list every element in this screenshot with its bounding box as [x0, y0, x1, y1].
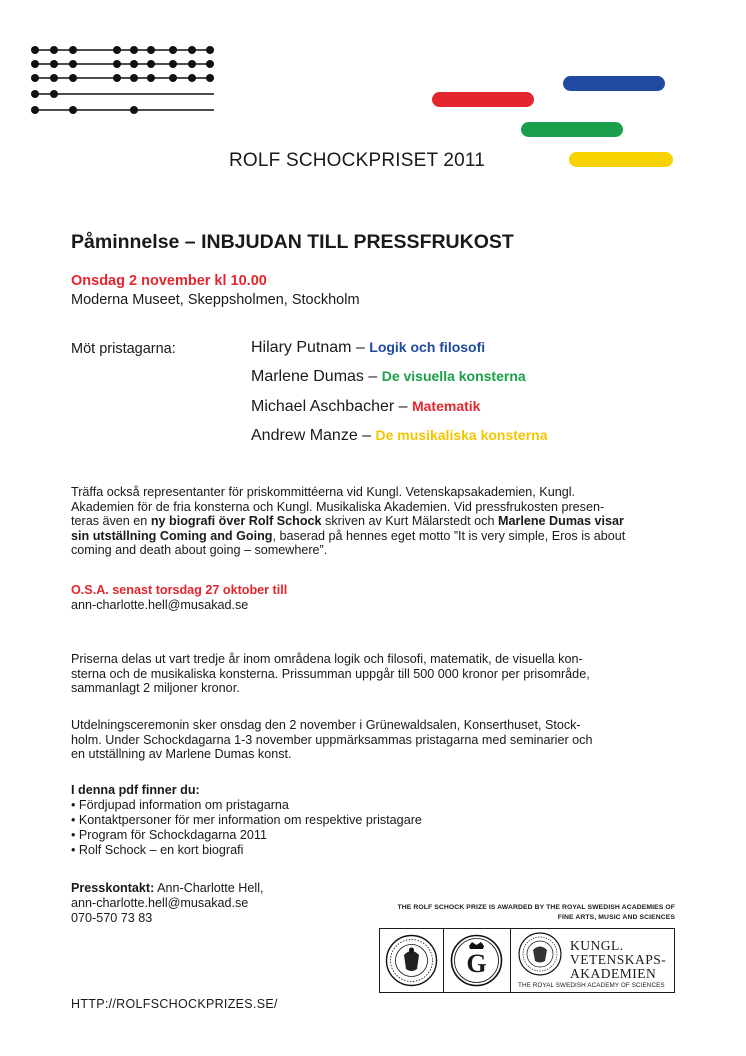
text-line: Akademien för de fria konsterna och Kungl. Musikaliska Akademien. Vid pressfrukosten presen- [71, 499, 605, 514]
laureate-manze [251, 427, 548, 445]
text-line: Utdelningsceremonin sker onsdag den 2 november i Grünewaldsalen, Konserthuset, Stock- [71, 718, 581, 732]
text-line: coming and death about going – somewhere”. [71, 543, 328, 557]
list-item: • Kontaktpersoner för mer information om respektive pristagare [71, 813, 422, 827]
text-bold: sin utställning Coming and Going [71, 528, 273, 543]
press-contact-line [71, 881, 264, 896]
intro-paragraph [71, 485, 675, 558]
press-phone: 070-570 73 83 [71, 911, 153, 925]
press-name: Ann-Charlotte Hell, [154, 881, 264, 895]
laureate-name: Hilary Putnam – [251, 339, 370, 356]
rsvp-email[interactable]: ann-charlotte.hell@musakad.se [71, 598, 249, 612]
press-email[interactable]: ann-charlotte.hell@musakad.se [71, 896, 249, 910]
laureate-dumas [251, 368, 526, 386]
red-bar [432, 92, 534, 107]
laureate-putnam [251, 339, 485, 357]
fine-arts-seal-icon [380, 929, 443, 992]
pdf-contents-list [71, 783, 422, 858]
text-line: Träffa också representanter för priskommittéerna vid Kungl. Vetenskapsakademien, Kungl. [71, 485, 576, 499]
list-item: • Rolf Schock – en kort biografi [71, 843, 244, 857]
music-seal-letter: G [466, 949, 487, 978]
press-label: Presskontakt: [71, 881, 155, 895]
academies-notice [370, 903, 675, 923]
headline: Påminnelse – INBJUDAN TILL PRESSFRUKOST [71, 231, 514, 253]
academy-seals [379, 928, 675, 993]
fine-arts-seal-cell [380, 929, 444, 992]
text-line: THE ROLF SCHOCK PRIZE IS AWARDED BY THE ROYAL SWEDISH ACADEMIES OF [397, 904, 675, 911]
text-line [71, 529, 675, 544]
text-line: VETENSKAPS- [570, 952, 667, 967]
green-bar [521, 122, 623, 137]
blue-bar [563, 76, 665, 91]
text-line: en utställning av Marlene Dumas konst. [71, 747, 292, 761]
event-place: Moderna Museet, Skeppsholmen, Stockholm [71, 292, 360, 308]
page-title: ROLF SCHOCKPRISET 2011 [229, 150, 486, 171]
kva-subtitle: THE ROYAL SWEDISH ACADEMY OF SCIENCES [518, 982, 665, 989]
list-title: I denna pdf finner du: [71, 783, 200, 797]
text-line: sterna och de musikaliska konsterna. Prissumman uppgår till 500 000 kronor per prisområde, [71, 666, 590, 681]
rsvp-label: O.S.A. senast torsdag 27 oktober till [71, 583, 288, 597]
text-line: AKADEMIEN [570, 966, 657, 981]
list-item: • Fördjupad information om pristagarna [71, 798, 289, 812]
laureate-name: Michael Aschbacher – [251, 398, 412, 415]
kva-seal-icon [510, 929, 570, 979]
prizes-paragraph [71, 652, 675, 696]
press-contact [71, 881, 264, 926]
event-date: Onsdag 2 november kl 10.00 [71, 273, 267, 289]
text-line: FINE ARTS, MUSIC AND SCIENCES [557, 914, 675, 921]
text-run: teras även en [71, 514, 151, 528]
laureate-field: De musikaliska konsterna [375, 427, 548, 443]
text-run: skriven av Kurt Mälarstedt och [321, 514, 498, 528]
laureate-field: Matematik [411, 398, 481, 414]
laureate-field: Logik och filosofi [369, 339, 486, 355]
text-line: KUNGL. [570, 938, 624, 953]
music-seal-cell [443, 929, 511, 992]
footer-url[interactable]: HTTP://ROLFSCHOCKPRIZES.SE/ [71, 997, 278, 1011]
rolf-schock-dots-logo [30, 44, 220, 124]
text-line: holm. Under Schockdagarna 1-3 november uppmärksammas pristagarna med seminarier och [71, 732, 593, 747]
ceremony-paragraph [71, 718, 675, 762]
text-run: , baserad på hennes eget motto ”It is very simple, Eros is about [272, 528, 626, 543]
meet-label: Möt pristagarna: [71, 341, 176, 357]
list-item: • Program för Schockdagarna 2011 [71, 828, 267, 842]
text-bold: Marlene Dumas visar [497, 514, 624, 528]
text-line [71, 514, 675, 529]
laureate-aschbacher [251, 398, 480, 416]
laureate-name: Marlene Dumas – [251, 368, 382, 385]
text-line: Priserna delas ut vart tredje år inom områdena logik och filosofi, matematik, de visuella kon- [71, 652, 583, 666]
laureate-field: De visuella konsterna [381, 368, 526, 384]
yellow-bar [569, 152, 673, 167]
text-bold: ny biografi över Rolf Schock [150, 514, 322, 528]
text-line: sammanlagt 2 miljoner kronor. [71, 681, 240, 695]
laureate-name: Andrew Manze – [251, 427, 376, 444]
kva-title [570, 939, 666, 981]
